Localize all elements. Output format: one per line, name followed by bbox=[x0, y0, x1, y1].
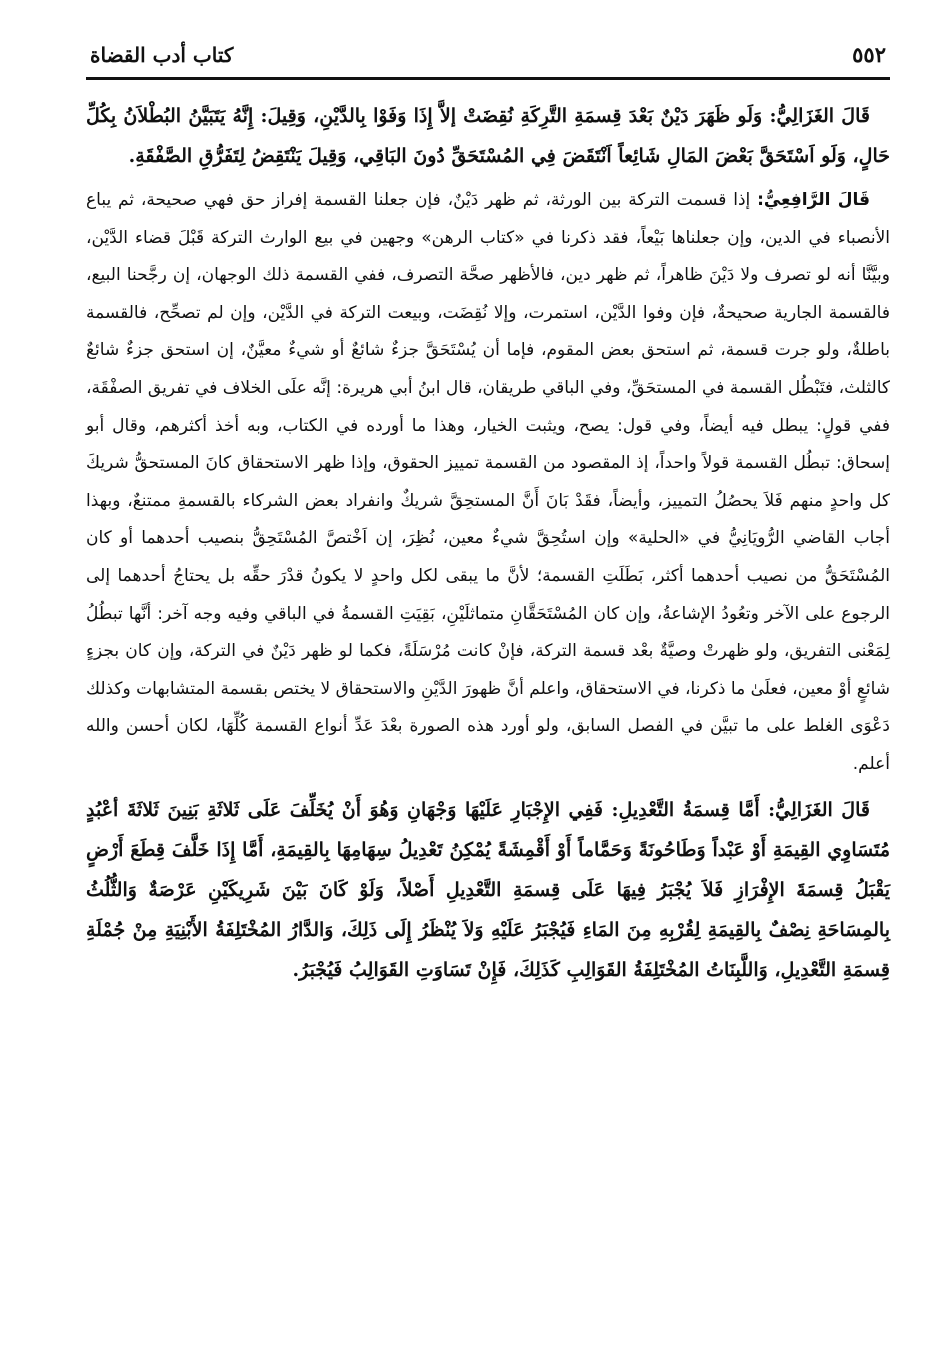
page-body bbox=[86, 80, 890, 990]
speaker-label: قَالَ الغَزَالِيُّ: bbox=[768, 798, 870, 821]
paragraph-text: إذا قسمت التركة بين الورثة، ثم ظهر دَيْنٌ، فإن جعلنا القسمة إفراز حق فهي صحيحة، ثم يباع الأنصباء في الدين، وإن جعلناها بَيْعاً، فقد ذكرنا في «كتاب الرهن» وجهين في بيع الوارث التركة قَبْلَ قضاء الدَّيْن، وبيَّنَّا أنه لو تصرف ولا دَيْنَ ظاهراً، ثم ظهر دين، فالأظهر صحَّة التصرف، ففي القسمة ذلك الوجهان، إن رجَّحنا البيع، فالقسمة الجارية صحيحةٌ، فإن وفوا الدَّيْن، استمرت، وإلا نُقِضَت، وبيعت التركة في الدَّيْن، وإن لم تصحِّح، فالقسمة باطلةٌ، ولو جرت قسمة، ثم استحق بعض المقوم، فإما أن يُسْتَحَقَّ جزءٌ شائعٌ أو شيءٌ معيَّنٌ، إن استحق جزءٌ شائعٌ كالثلث، فتَبْطُل القسمة في المستحَقِّ، وفي الباقي طريقان، قال ابنُ أبي هريرة: إنَّه علَى الخلاف في تفريق الصفْقَة، ففي قولٍ: يبطل فيه أيضاً، وفي قول: يصح، ويثبت الخيار، وهذا ما أورده في الكتاب، وبه أخذ أكثرهم، وقال أبو إسحاق: تبطُل القسمة قولاً واحداً، إذ المقصود من القسمة تمييز الحقوق، وإذا ظهر الاستحقاق كانَ المستحقُّ شريكَ كل واحدٍ منهم فَلاَ يحصُلُ التمييز، وأيضاً، فقَدْ بَانَ أَنَّ المستحِقَّ شريكٌ وانفراد بعض الشركاء بالقسمةِ ممتنعٌ، وبهذا أجاب القاضي الرُّويَانِيُّ في «الحلية» وإن استُحِقَّ شيءٌ معين، نُظِرَ، إن اَخْتصَّ المُسْتَحِقُّ بنصيب أحدهما أو كان المُسْتَحَقُّ من نصيب أحدهما أكثر، بَطَلَتِ القسمة؛ لأنَّ ما يبقى لكل واحدٍ لا يكونُ قدْرَ حقِّه بل يحتاجُ أحدهما إلى الرجوع على الآخر وتعُودُ الإشاعةُ، وإن كان المُسْتَحَقَّانِ متماثلَيْنِ، بَقِيَتِ القسمةُ في الباقي وفيه وجه آخر: أنَّها تبطُلُ لِمَعْنى التفريق، ولو ظهرتْ وصيَّةٌ بعْد قسمة التركة، فإنْ كانت مُرْسَلَةً، فكما لو ظهر دَيْنٌ في التركة، وإن كان بجزءٍ شائعٍ أوْ معين، فعلَىٰ ما ذكرنا، في الاستحقاق، واعلم أنَّ ظهورَ الدَّيْنِ والاستحقاق لا يختص بقسمة المتشابهات وكذلك دَعْوَى الغلط على ما تبيَّن في الفصل السابق، ولو أورد هذه الصورة بعْدَ عَدِّ أنواع القسمة كُلِّهَا، لكان أحسن والله أعلم. bbox=[86, 190, 890, 774]
running-header bbox=[86, 42, 890, 80]
paragraph-rafii bbox=[86, 182, 890, 784]
paragraph-ghazali-1 bbox=[86, 96, 890, 176]
page-number: ٥٥٢ bbox=[852, 42, 886, 67]
book-title: كتاب أدب القضاة bbox=[90, 43, 234, 67]
paragraph-text: وَلَو ظَهَرَ دَيْنٌ بَعْدَ قِسمَةِ التَّرِكَةِ نُقِضَتْ إلاَّ إِذَا وَفَوْا بِالدَّيْنِ، وَقِيلَ: إِنَّهُ يَتَبَيَّنُ البُطْلاَنُ بِكُلِّ حَالٍ، وَلَو اَسْتَحَقَّ بَعْضَ المَالِ شَائِعاً اَنْتَقَضَ فِي المُسْتَحَقِّ دُونَ البَاقِي، وَقِيلَ يَنْتَقِضُ لِتَفَرُّقِ الصَّفْقَةِ. bbox=[86, 105, 890, 167]
speaker-label: قَالَ الغَزَالِيُّ: bbox=[769, 105, 870, 127]
paragraph-ghazali-2 bbox=[86, 790, 890, 990]
paragraph-text: أَمَّا قِسمَةُ التَّعْدِيلِ: فَفِي الإِجْبَارِ عَلَيْهَا وَجْهَانِ وَهُوَ أَنْ يُخَلِّفَ عَلَى ثَلاثَةِ بَنِينَ ثَلاثَةَ أعْبُدٍ مُتَسَاوِي القِيمَةِ أَوْ عَبْداً وَطَاحُونَةً وَحَمَّاماً أَوْ أَقْمِشَةً يُمْكِنُ تَعْدِيلُ سِهَامِهَا بِالقِيمَةِ، أَمَّا إِذَا خَلَّفَ قِطَعَ أَرْضٍ يَقْبَلُ قِسمَةَ الإِفْرَازِ فَلاَ يُجْبَرُ فِيهَا عَلَى قِسمَةِ التَّعْدِيلِ أَصْلاً، وَلَوْ كَانَ بَيْنَ شَرِيكَيْنِ عَرْصَةٌ وَالثُّلُثُ بِالمِسَاحَةِ نِصْفٌ بِالقِيمَةِ لِقُرْبِهِ مِنَ المَاءِ فَيُجْبَرُ عَلَيْهِ وَلاَ يُنْظَرُ إِلَى ذَلِكَ، وَالدَّارُ المُخْتَلِفَةُ الأَبْنِيَةِ مِنْ جُمْلَةِ قِسمَةِ التَّعْدِيلِ، وَاللَّبِنَاتُ المُخْتَلِفَةُ القَوَالِبِ كَذَلِكَ، فَإِنْ تَسَاوَتِ القَوَالِبُ فَيُجْبَرُ. bbox=[86, 798, 890, 981]
speaker-label: قَالَ الرَّافِعِيُّ: bbox=[757, 190, 870, 210]
